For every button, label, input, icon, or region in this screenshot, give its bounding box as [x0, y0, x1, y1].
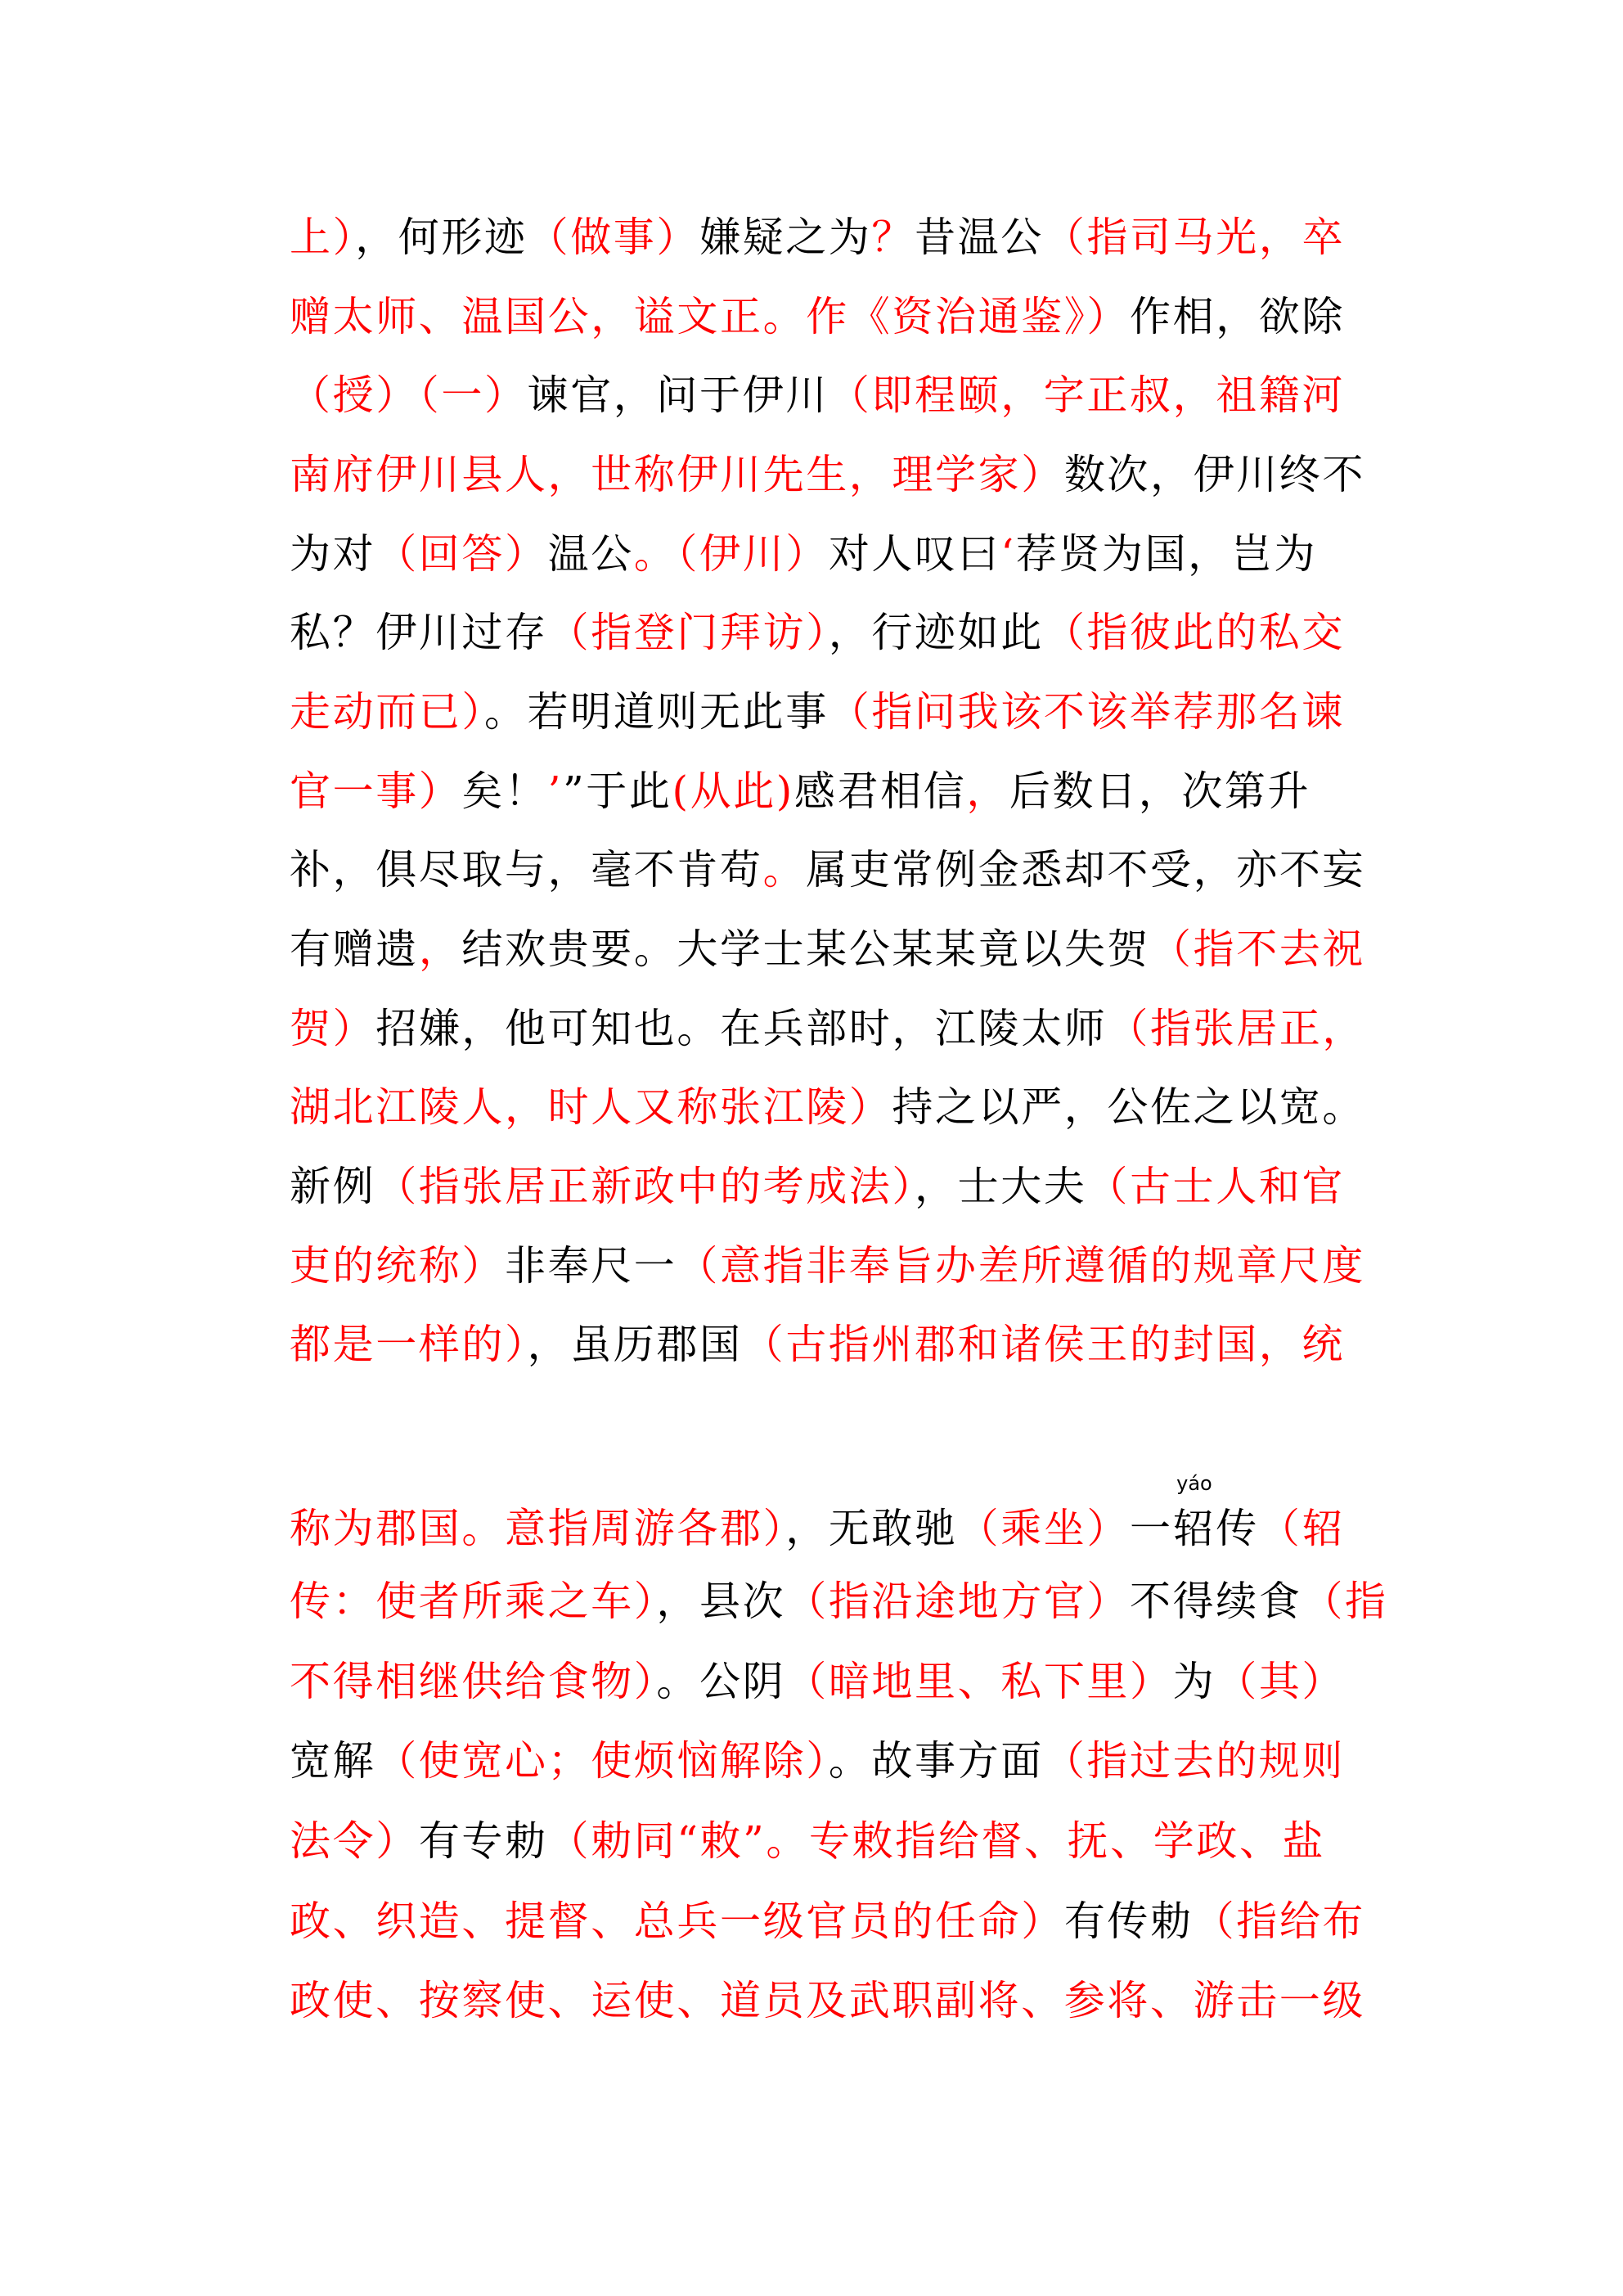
annotation-text: ， [418, 925, 462, 973]
body-text: 昔温公 [915, 214, 1044, 261]
body-text: 温公 [547, 530, 634, 578]
body-text: 为对 [290, 530, 376, 578]
annotation-text: （勅同“敕”。专敕指给督、抚、学政、盐 [547, 1817, 1326, 1865]
body-text: 新例 [290, 1163, 376, 1210]
annotation-text: （回答） [375, 530, 548, 578]
text-line [290, 608, 1345, 657]
text-line [290, 1083, 1365, 1132]
annotation-text: 政使、按察使、运使、道员及武职副将、参将、游击一级 [290, 1977, 1365, 2024]
text-line [290, 1320, 1345, 1369]
body-text: 。故事方面 [828, 1737, 1044, 1785]
text-line [290, 1472, 1346, 1553]
body-text: ，无敢驰 [785, 1505, 958, 1552]
body-text: 有赠遗 [290, 925, 419, 973]
text-line [290, 687, 1345, 736]
annotation-text: （指张居正， [1107, 1005, 1366, 1052]
annotation-text: （指过去的规则 [1043, 1737, 1346, 1785]
annotation-text: （做事） [527, 214, 700, 261]
text-line [290, 1657, 1345, 1706]
body-text: 谏官，问于伊川 [527, 371, 829, 419]
body-text: 荐贤为国，岂为 [1015, 530, 1317, 578]
text-line [290, 450, 1365, 499]
body-text: 。公阴 [656, 1658, 786, 1705]
annotation-text: 称为郡国。意指周游各郡） [290, 1505, 786, 1552]
body-text: ，县次 [656, 1578, 786, 1625]
body-text: 为 [1172, 1658, 1216, 1705]
text-line [290, 371, 1345, 420]
body-text: 后数日，次第升 [1009, 768, 1311, 815]
annotation-text: 湖北江陵人，时人又称张江陵） [290, 1083, 892, 1131]
annotation-text: 都是一样的） [290, 1321, 528, 1368]
text-line [290, 1976, 1365, 2025]
body-text [1172, 1472, 1216, 1553]
text-line [290, 1162, 1345, 1211]
text-line [290, 845, 1365, 894]
body-text: 有传勅 [1063, 1898, 1194, 1945]
body-text: 私？伊川过存 [290, 609, 548, 656]
body-text: 作相，欲除 [1130, 293, 1345, 340]
ruby-base-char: 轺 [1172, 1505, 1216, 1552]
text-line [290, 1241, 1365, 1290]
body-text: 属吏常例金悉却不受，亦不妄 [806, 846, 1366, 894]
annotation-text: 赠太师、温国公，谥文正。作《资治通鉴》） [290, 293, 1130, 340]
body-text: 宽解 [290, 1737, 376, 1785]
text-line [290, 213, 1345, 262]
body-text: 嫌疑之为 [699, 214, 872, 261]
text-line [290, 529, 1317, 579]
annotation-text: ’ [547, 768, 564, 815]
body-text: ”于此 [563, 768, 672, 815]
annotation-text: ‘ [1000, 530, 1016, 578]
body-text: 结欢贵要。大学士某公某某竟以失贺 [461, 925, 1151, 973]
body-text: 持之以严，公佐之以宽。 [892, 1083, 1366, 1131]
annotation-text: （指 [1302, 1578, 1388, 1625]
annotation-text: （其） [1216, 1658, 1346, 1705]
body-text: 有专勅 [418, 1817, 548, 1865]
body-text: ，虽历郡国 [527, 1321, 743, 1368]
annotation-text: （指沿途地方官） [785, 1578, 1131, 1625]
body-text: 数次，伊川终不 [1063, 451, 1366, 498]
pinyin-annotation: yáo [1176, 1472, 1212, 1495]
annotation-text: 不得相继供给食物） [290, 1658, 657, 1705]
body-text: 对人叹曰 [828, 530, 1001, 578]
annotation-text: 官一事） [290, 768, 462, 815]
annotation-text: （指不去祝 [1150, 925, 1366, 973]
text-line [290, 1577, 1388, 1626]
body-text: 传 [1216, 1505, 1259, 1552]
annotation-text: （即程颐，字正叔，祖籍河 [828, 371, 1346, 419]
body-text: ，何形迹 [355, 214, 528, 261]
text-line [290, 767, 1311, 816]
annotation-text: （指问我该不该举荐那名谏 [828, 688, 1346, 736]
body-text: 补，俱尽取与，毫不肯苟 [290, 846, 763, 894]
body-text: 感君相信 [794, 768, 967, 815]
text-line [290, 1817, 1325, 1866]
annotation-text: 法令） [290, 1817, 419, 1865]
annotation-text: 吏的统称） [290, 1242, 505, 1290]
body-text: 招嫌，他可知也。在兵部时，江陵太师 [375, 1005, 1108, 1052]
annotation-text: （指彼此的私交 [1043, 609, 1346, 656]
annotation-text: （乘坐） [957, 1505, 1131, 1552]
annotation-text: 上） [290, 214, 356, 261]
text-line [290, 925, 1365, 974]
annotation-text: 传：使者所乘之车） [290, 1578, 657, 1625]
annotation-text: （指张居正新政中的考成法） [375, 1163, 915, 1210]
annotation-text: （使宽心；使烦恼解除） [375, 1737, 829, 1785]
annotation-text: 。 [762, 846, 807, 894]
annotation-text: （古指州郡和诸侯王的封国，统 [742, 1321, 1346, 1368]
annotation-text: （意指非奉旨办差所遵循的规章尺度 [677, 1242, 1366, 1290]
annotation-text: （指给布 [1193, 1898, 1366, 1945]
text-line [290, 1736, 1345, 1785]
body-text: 非奉尺一 [505, 1242, 677, 1290]
annotation-text: 政、织造、提督、总兵一级官员的任命） [290, 1898, 1064, 1945]
body-text: 。若明道则无此事 [484, 688, 829, 736]
annotation-text: ？ [871, 214, 915, 261]
annotation-text: ， [966, 768, 1009, 815]
annotation-text: （指登门拜访） [547, 609, 829, 656]
annotation-text: 走动而已） [290, 688, 484, 736]
annotation-text: （指司马光，卒 [1043, 214, 1346, 261]
body-text: ，士大夫 [915, 1163, 1087, 1210]
body-text: 不得续食 [1130, 1578, 1302, 1625]
body-text: ，行迹如此 [828, 609, 1044, 656]
annotation-text: （暗地里、私下里） [785, 1658, 1173, 1705]
body-text: 一 [1130, 1505, 1173, 1552]
body-text: 矣！ [461, 768, 548, 815]
text-line [290, 1897, 1365, 1946]
annotation-text: （古士人和官 [1086, 1163, 1346, 1210]
annotation-text: (从此) [672, 768, 794, 815]
text-line [290, 292, 1345, 341]
text-line [290, 1004, 1365, 1053]
annotation-text: 南府伊川县人，世称伊川先生，理学家） [290, 451, 1064, 498]
annotation-text: 贺） [290, 1005, 376, 1052]
annotation-text: （授）（一） [290, 371, 528, 419]
annotation-text: 。（伊川） [633, 530, 829, 578]
annotation-text: （轺 [1258, 1505, 1346, 1552]
